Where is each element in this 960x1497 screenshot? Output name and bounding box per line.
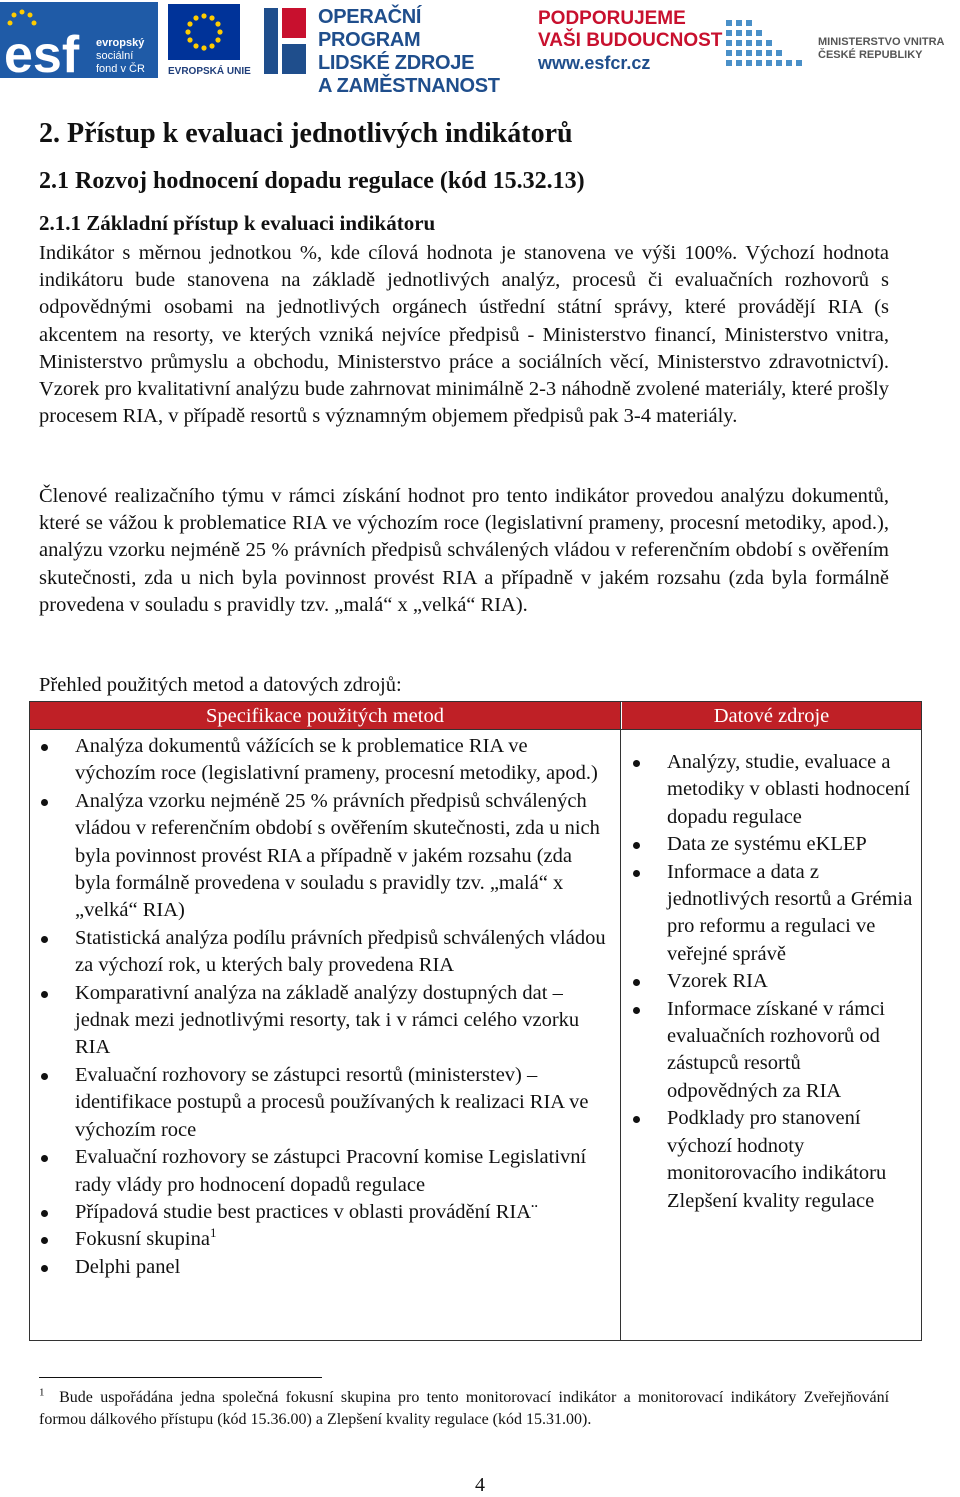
eu-label: EVROPSKÁ UNIE (168, 66, 251, 77)
source-item: Analýzy, studie, evaluace a metodiky v oblasti hodnocení dopadu regulace (622, 749, 921, 831)
esfcr-web: www.esfcr.cz (538, 53, 651, 73)
bullet-icon (41, 1265, 48, 1272)
method-item: Delphi panel (30, 1254, 620, 1281)
method-item: Případová studie best practices v oblasti provádění RIA¨ (30, 1199, 620, 1226)
footnote-text: Bude uspořádána jedna společná fokusní skupina pro tento monitorovací indikátor a monitorovací indikátory Zveřejňování formou dálkového přístupu (kód 15.36.00) a Zlepšení kvality regulace (kód 15.31.00). (39, 1389, 890, 1428)
methods-sources-table (29, 701, 922, 1341)
bullet-icon (41, 936, 48, 943)
bullet-icon (41, 1155, 48, 1162)
method-item: Fokusní skupina$^1$ (30, 1226, 620, 1253)
footnote (39, 1387, 889, 1431)
method-item: Komparativní analýza na základě analýzy dostupných dat – jednak mezi jednotlivými resorty, tak i v rámci celého vzorku RIA (30, 980, 620, 1062)
footnote-reference[interactable]: 1 (209, 1225, 217, 1241)
source-item: Podklady pro stanovení výchozí hodnoty monitorovacího indikátoru Zlepšení kvality regulace (622, 1105, 921, 1215)
source-item: Informace a data z jednotlivých resortů a Grémia pro reformu a regulaci ve veřejné správě (622, 859, 921, 969)
method-item: Analýza vzorku nejméně 25 % právních předpisů schválených vládou v referenčním období s ověřením skutečnosti, zda u nich byla povinnost provést RIA a případně v jakém rozsahu (zda byla formálně provedena v souladu s pravidly tzv. „malá“ x „velká“ RIA) (30, 788, 620, 925)
footnote-mark: 1 (39, 1386, 45, 1399)
methods-column (30, 733, 620, 1281)
bullet-icon (41, 991, 48, 998)
method-item: Evaluační rozhovory se zástupci resortů (ministerstev) – identifikace postupů a procesů používaných k realizaci RIA ve výchozím roce (30, 1062, 620, 1144)
mv-text: MINISTERSTVO VNITRA ČESKÉ REPUBLIKY (818, 36, 945, 61)
bullet-icon (41, 799, 48, 806)
sources-list (622, 749, 921, 1215)
bullet-icon (633, 979, 640, 986)
bullet-icon (41, 744, 48, 751)
bullet-icon (633, 1007, 640, 1014)
bullet-icon (633, 1116, 640, 1123)
op-mark-icon (262, 4, 310, 78)
mv-dots-icon (722, 12, 814, 72)
podporujeme-logo: PODPORUJEME VAŠI BUDOUCNOST www.esfcr.cz (538, 8, 723, 73)
svg-text:fond v ČR: fond v ČR (96, 63, 145, 75)
source-item: Data ze systému eKLEP (622, 831, 921, 858)
svg-text:evropský: evropský (96, 37, 145, 49)
method-item: Evaluační rozhovory se zástupci Pracovní komise Legislativní rady vlády pro hodnocení dopadů regulace (30, 1144, 620, 1199)
bullet-icon (633, 760, 640, 767)
paragraph-team-analysis: Členové realizačního týmu v rámci získání hodnot pro tento indikátor provedou analýzu dokumentů, které se vážou k problematice RIA ve výchozím roce (legislativní prameny, procesní metodiky, apod.), analýzu vzorku nejméně 25 % právních předpisů schválených vládou v referenčním období s ověřením skutečnosti, zda u nich byla povinnost provést RIA a případně v jakém rozsahu (zda byla formálně provedena v souladu s pravidly tzv. „malá“ x „velká“ RIA). (39, 485, 889, 616)
source-item: Vzorek RIA (622, 968, 921, 995)
method-item: Analýza dokumentů vážících se k problematice RIA ve výchozím roce (legislativní prameny, procesní metodiky, apod.) (30, 733, 620, 788)
column-divider (620, 702, 621, 1340)
op-text: OPERAČNÍ PROGRAM LIDSKÉ ZDROJE A ZAMĚSTNANOST (318, 6, 500, 97)
bullet-icon (633, 842, 640, 849)
esf-logo (0, 2, 158, 84)
heading-level-3: 2.1.1 Základní přístup k evaluaci indikátoru (39, 211, 436, 235)
source-item: Informace získané v rámci evaluačních rozhovorů od zástupců resortů odpovědných za RIA (622, 996, 921, 1106)
heading-level-1: 2. Přístup k evaluaci jednotlivých indikátorů (39, 118, 573, 149)
header-logos (0, 0, 960, 97)
bullet-icon (41, 1073, 48, 1080)
footnote-separator (39, 1377, 322, 1378)
page-number: 4 (475, 1474, 485, 1496)
svg-text:sociální: sociální (96, 50, 134, 62)
header-sources: Datové zdroje (622, 702, 921, 729)
mv-logo (722, 12, 960, 72)
method-item: Statistická analýza podílu právních předpisů schválených vládou za výchozí rok, u kterých baly provedena RIA (30, 925, 620, 980)
bullet-icon (41, 1237, 48, 1244)
esf-word: esf (4, 26, 80, 84)
eu-flag-logo (168, 4, 251, 77)
op-lzz-logo (262, 4, 522, 97)
paragraph-baseline: Indikátor s měrnou jednotkou %, kde cílová hodnota je stanovena ve výši 100%. Výchozí hodnota indikátoru bude stanovena na základě jednotlivých analýz, procesů či evaluačních rozhovorů s odpovědnými osobami na jednotlivých orgánech ústřední státní správy, které provádějí RIA (s akcentem na resorty, ve kterých vzniká nejvíce předpisů - Ministerstvo financí, Ministerstvo vnitra, Ministerstvo průmyslu a obchodu, Ministerstvo práce a sociálních věcí, Ministerstvo zdravotnictví). Vzorek pro kvalitativní analýzu bude zahrnovat minimálně 2-3 náhodně zvolené materiály, které prošly procesem RIA, v případě resortů s významným objemem předpisů pak 3-4 materiály. (39, 242, 889, 428)
methods-list (30, 733, 620, 1281)
overview-label: Přehled použitých metod a datových zdrojů: (39, 674, 402, 696)
heading-level-2: 2.1 Rozvoj hodnocení dopadu regulace (kód 15.32.13) (39, 168, 585, 194)
sources-column (622, 749, 921, 1215)
bullet-icon (633, 870, 640, 877)
header-methods: Specifikace použitých metod (30, 702, 620, 729)
bullet-icon (41, 1210, 48, 1217)
